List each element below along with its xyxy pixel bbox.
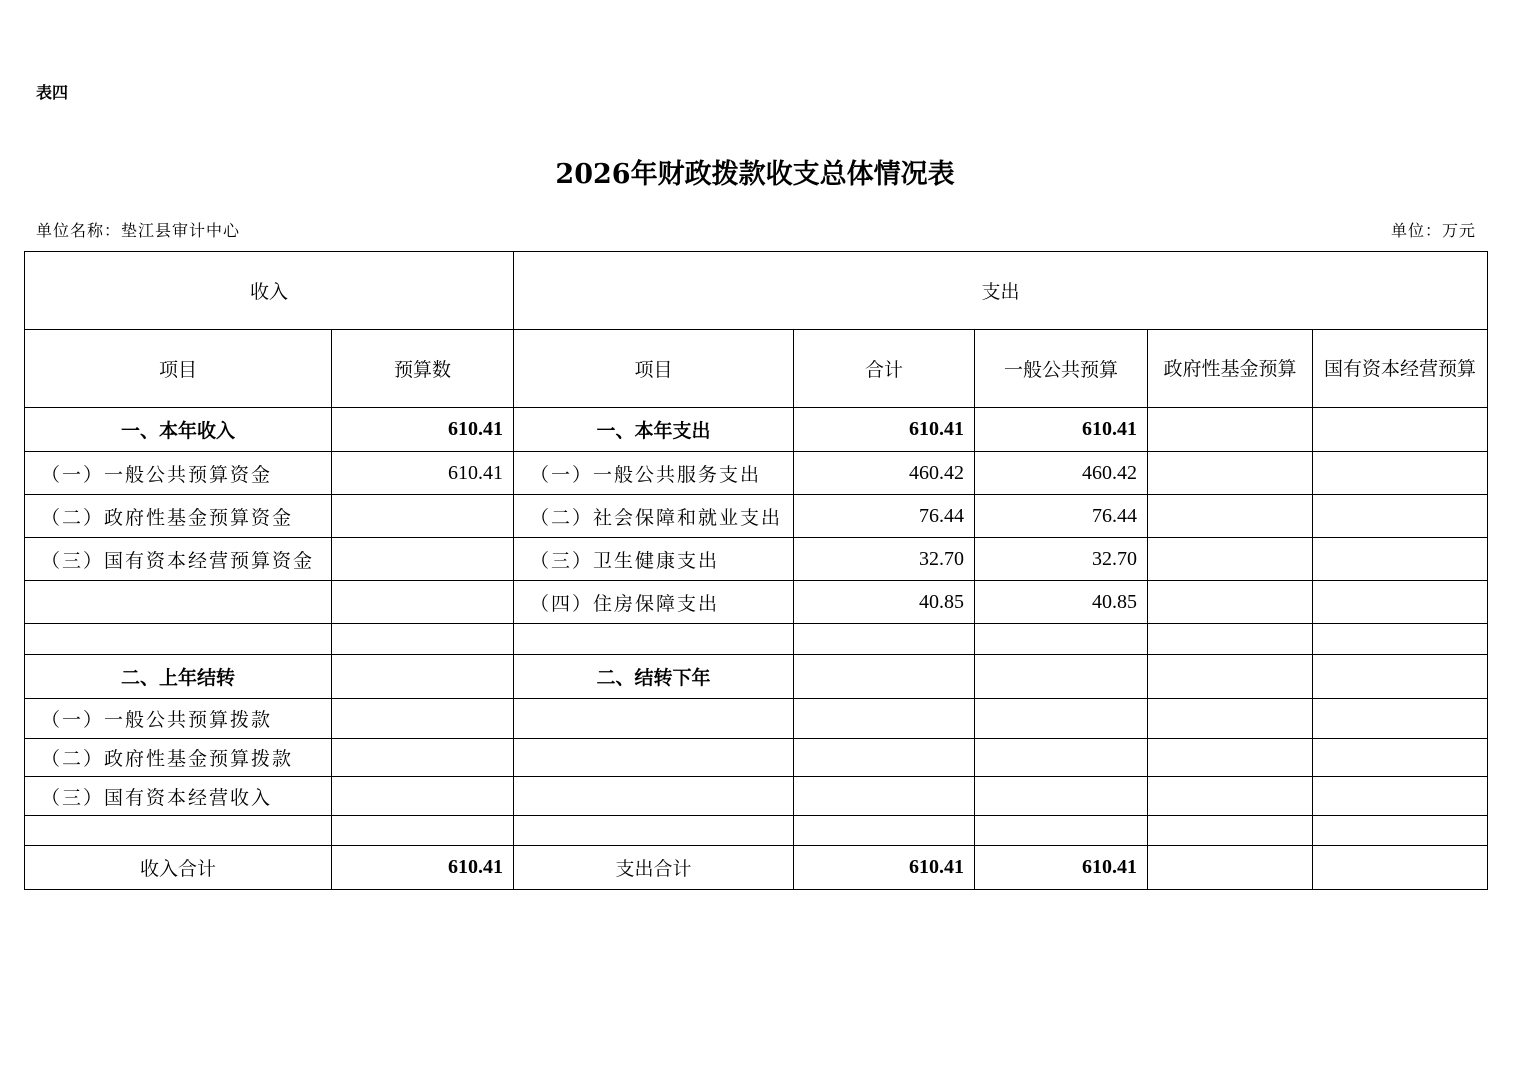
expense-item: （四）住房保障支出 [514,581,794,624]
expense-state-capital [1313,739,1488,777]
income-item: （二）政府性基金预算资金 [25,495,332,538]
expense-total [794,655,975,699]
expense-item [514,816,794,846]
income-budget [332,777,514,816]
income-total-value: 610.41 [332,846,514,890]
col-income-item: 项目 [25,330,332,408]
expense-item: （二）社会保障和就业支出 [514,495,794,538]
expense-general [975,699,1148,739]
expense-total [794,777,975,816]
table-row [25,495,1488,538]
income-budget [332,538,514,581]
col-expense-item: 项目 [514,330,794,408]
expense-state-capital [1313,777,1488,816]
expense-total: 32.70 [794,538,975,581]
table-row [25,655,1488,699]
table-header-row [25,252,1488,330]
expense-general: 32.70 [975,538,1148,581]
expense-general: 40.85 [975,581,1148,624]
expense-state-capital [1313,699,1488,739]
income-item: 一、本年收入 [25,408,332,452]
expense-gov-fund [1148,495,1313,538]
table-row [25,816,1488,846]
expense-item [514,777,794,816]
table-row [25,452,1488,495]
income-item [25,816,332,846]
income-budget: 610.41 [332,408,514,452]
expense-state-capital [1313,538,1488,581]
table-row [25,408,1488,452]
col-state-capital-budget: 国有资本经营预算 [1313,330,1488,408]
income-budget [332,816,514,846]
expense-total [794,699,975,739]
currency-unit-label: 单位：万元 [1390,221,1476,240]
col-income-budget: 预算数 [332,330,514,408]
income-total-label: 收入合计 [25,846,332,890]
income-budget [332,655,514,699]
expense-gov-fund [1148,624,1313,655]
income-budget [332,699,514,739]
income-item: （一）一般公共预算资金 [25,452,332,495]
income-header: 收入 [25,252,514,330]
expense-general [975,816,1148,846]
expense-state-capital [1313,452,1488,495]
income-item [25,624,332,655]
unit-name-label: 单位名称：垫江县审计中心 [36,221,241,240]
table-row [25,624,1488,655]
column-header-row [25,330,1488,408]
expense-gov-fund [1148,699,1313,739]
expense-item: 一、本年支出 [514,408,794,452]
budget-table [24,251,1488,890]
expense-general [975,777,1148,816]
expense-total: 76.44 [794,495,975,538]
expense-total [794,624,975,655]
expense-gov-fund [1148,581,1313,624]
expense-gov-fund [1148,408,1313,452]
table-row [25,699,1488,739]
income-item: （三）国有资本经营预算资金 [25,538,332,581]
expense-state-capital [1313,495,1488,538]
expense-item [514,699,794,739]
table-row [25,581,1488,624]
expense-general: 76.44 [975,495,1148,538]
expense-state-capital [1313,655,1488,699]
expense-gov-fund [1148,538,1313,581]
expense-general [975,739,1148,777]
expense-state-capital [1313,816,1488,846]
expense-total [794,816,975,846]
expense-item: 二、结转下年 [514,655,794,699]
expense-state-capital [1313,408,1488,452]
income-item: （三）国有资本经营收入 [25,777,332,816]
page-title: 2026年财政拨款收支总体情况表 [555,159,955,190]
expense-header: 支出 [514,252,1488,330]
expense-general [975,655,1148,699]
expense-state-capital [1313,624,1488,655]
table-row [25,739,1488,777]
expense-gov-fund [1148,739,1313,777]
expense-general-total: 610.41 [975,846,1148,890]
expense-item: （一）一般公共服务支出 [514,452,794,495]
expense-total: 40.85 [794,581,975,624]
expense-general: 460.42 [975,452,1148,495]
expense-item: （三）卫生健康支出 [514,538,794,581]
expense-total [794,739,975,777]
table-row-total [25,846,1488,890]
expense-general [975,624,1148,655]
income-item: （一）一般公共预算拨款 [25,699,332,739]
expense-total: 460.42 [794,452,975,495]
expense-state-capital-total [1313,846,1488,890]
expense-total-label: 支出合计 [514,846,794,890]
expense-total: 610.41 [794,408,975,452]
income-item [25,581,332,624]
income-item: 二、上年结转 [25,655,332,699]
expense-gov-fund-total [1148,846,1313,890]
table-number: 表四 [36,83,69,102]
table-row [25,777,1488,816]
col-gov-fund-budget: 政府性基金预算 [1148,330,1313,408]
expense-gov-fund [1148,655,1313,699]
col-total: 合计 [794,330,975,408]
expense-state-capital [1313,581,1488,624]
expense-general: 610.41 [975,408,1148,452]
income-item: （二）政府性基金预算拨款 [25,739,332,777]
income-budget [332,581,514,624]
expense-gov-fund [1148,777,1313,816]
col-general-budget: 一般公共预算 [975,330,1148,408]
income-budget [332,495,514,538]
income-budget: 610.41 [332,452,514,495]
expense-total-value: 610.41 [794,846,975,890]
expense-gov-fund [1148,452,1313,495]
expense-gov-fund [1148,816,1313,846]
income-budget [332,624,514,655]
expense-item [514,624,794,655]
table-row [25,538,1488,581]
income-budget [332,739,514,777]
expense-item [514,739,794,777]
